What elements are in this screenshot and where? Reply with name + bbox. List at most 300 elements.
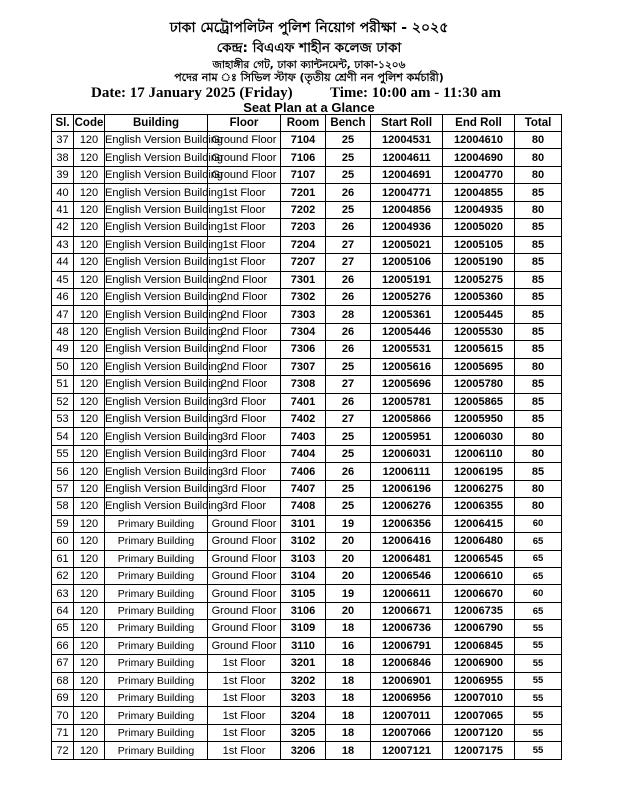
cell-start-roll: 12006611 [371, 585, 443, 602]
cell-end-roll: 12007120 [443, 724, 515, 741]
cell-room: 3105 [281, 585, 326, 602]
cell-start-roll: 12005531 [371, 341, 443, 358]
cell-total: 85 [515, 236, 562, 253]
cell-end-roll: 12004935 [443, 201, 515, 218]
exam-date: Date: 17 January 2025 (Friday) [91, 85, 293, 101]
cell-code: 120 [74, 690, 105, 707]
cell-floor: Ground Floor [208, 602, 281, 619]
cell-total: 65 [515, 602, 562, 619]
cell-building: English Version Building [105, 498, 208, 515]
cell-bench: 25 [326, 166, 371, 183]
cell-bench: 25 [326, 428, 371, 445]
cell-sl: 55 [52, 445, 74, 462]
table-row [52, 724, 562, 741]
cell-total: 80 [515, 166, 562, 183]
cell-building: Primary Building [105, 567, 208, 584]
cell-building: English Version Building [105, 149, 208, 166]
cell-sl: 56 [52, 463, 74, 480]
cell-floor: 2nd Floor [208, 376, 281, 393]
cell-sl: 72 [52, 742, 74, 759]
cell-building: English Version Building [105, 393, 208, 410]
cell-building: Primary Building [105, 707, 208, 724]
cell-end-roll: 12006480 [443, 533, 515, 550]
exam-time: Time: 10:00 am - 11:30 am [330, 85, 501, 101]
cell-start-roll: 12006031 [371, 445, 443, 462]
cell-end-roll: 12005360 [443, 288, 515, 305]
exam-title: ঢাকা মেট্রোপলিটন পুলিশ নিয়োগ পরীক্ষা - ২০২৫ [169, 20, 449, 36]
cell-bench: 26 [326, 271, 371, 288]
cell-room: 7406 [281, 463, 326, 480]
cell-floor: 1st Floor [208, 236, 281, 253]
cell-start-roll: 12007066 [371, 724, 443, 741]
cell-sl: 57 [52, 480, 74, 497]
cell-sl: 58 [52, 498, 74, 515]
cell-sl: 60 [52, 533, 74, 550]
cell-room: 3101 [281, 515, 326, 532]
cell-floor: 3rd Floor [208, 428, 281, 445]
cell-bench: 27 [326, 236, 371, 253]
cell-total: 85 [515, 376, 562, 393]
cell-start-roll: 12006671 [371, 602, 443, 619]
cell-floor: Ground Floor [208, 620, 281, 637]
cell-end-roll: 12005105 [443, 236, 515, 253]
cell-code: 120 [74, 166, 105, 183]
cell-building: English Version Building [105, 271, 208, 288]
cell-floor: 2nd Floor [208, 306, 281, 323]
table-row [52, 463, 562, 480]
cell-total: 80 [515, 480, 562, 497]
cell-end-roll: 12006110 [443, 445, 515, 462]
cell-start-roll: 12006736 [371, 620, 443, 637]
cell-room: 7204 [281, 236, 326, 253]
cell-start-roll: 12007121 [371, 742, 443, 759]
cell-end-roll: 12005615 [443, 341, 515, 358]
cell-bench: 18 [326, 620, 371, 637]
cell-end-roll: 12005275 [443, 271, 515, 288]
cell-end-roll: 12005695 [443, 358, 515, 375]
cell-sl: 44 [52, 254, 74, 271]
post-name: পদের নাম ঃ সিভিল স্টাফ (তৃতীয় শ্রেণী নন পুলিশ কর্মচারী) [174, 71, 444, 84]
cell-code: 120 [74, 428, 105, 445]
cell-sl: 61 [52, 550, 74, 567]
cell-room: 7304 [281, 323, 326, 340]
cell-floor: 2nd Floor [208, 288, 281, 305]
cell-code: 120 [74, 132, 105, 149]
cell-code: 120 [74, 655, 105, 672]
cell-bench: 25 [326, 201, 371, 218]
col-header-start-roll: Start Roll [371, 115, 443, 132]
table-row [52, 288, 562, 305]
table-row [52, 166, 562, 183]
table-row [52, 219, 562, 236]
table-title: Seat Plan at a Glance [243, 100, 375, 115]
center-name: কেন্দ্র: বিএএফ শাহীন কলেজ ঢাকা [216, 40, 402, 56]
cell-end-roll: 12005445 [443, 306, 515, 323]
cell-room: 7307 [281, 358, 326, 375]
cell-code: 120 [74, 742, 105, 759]
cell-building: English Version Building [105, 166, 208, 183]
cell-building: Primary Building [105, 620, 208, 637]
cell-sl: 64 [52, 602, 74, 619]
cell-room: 7408 [281, 498, 326, 515]
cell-end-roll: 12005865 [443, 393, 515, 410]
cell-code: 120 [74, 306, 105, 323]
cell-bench: 18 [326, 707, 371, 724]
cell-bench: 27 [326, 376, 371, 393]
table-row [52, 376, 562, 393]
cell-bench: 25 [326, 149, 371, 166]
cell-floor: Ground Floor [208, 585, 281, 602]
cell-total: 55 [515, 620, 562, 637]
table-row [52, 306, 562, 323]
table-row [52, 585, 562, 602]
cell-end-roll: 12004610 [443, 132, 515, 149]
cell-building: Primary Building [105, 585, 208, 602]
cell-sl: 68 [52, 672, 74, 689]
table-row [52, 655, 562, 672]
cell-building: English Version Building [105, 411, 208, 428]
cell-floor: 2nd Floor [208, 271, 281, 288]
cell-total: 55 [515, 724, 562, 741]
cell-building: Primary Building [105, 602, 208, 619]
cell-end-roll: 12005020 [443, 219, 515, 236]
cell-code: 120 [74, 201, 105, 218]
cell-code: 120 [74, 707, 105, 724]
cell-total: 80 [515, 498, 562, 515]
cell-code: 120 [74, 567, 105, 584]
cell-code: 120 [74, 498, 105, 515]
cell-building: English Version Building [105, 219, 208, 236]
cell-room: 3110 [281, 637, 326, 654]
center-address: জাহাঙ্গীর গেট, ঢাকা ক্যান্টনমেন্ট, ঢাকা-১২০৬ [212, 59, 406, 71]
cell-sl: 39 [52, 166, 74, 183]
col-header-code: Code [74, 115, 105, 132]
cell-end-roll: 12006670 [443, 585, 515, 602]
cell-total: 65 [515, 533, 562, 550]
cell-floor: 3rd Floor [208, 393, 281, 410]
cell-floor: 1st Floor [208, 672, 281, 689]
cell-total: 55 [515, 742, 562, 759]
table-row [52, 620, 562, 637]
col-header-room: Room [281, 115, 326, 132]
cell-building: Primary Building [105, 672, 208, 689]
cell-total: 55 [515, 655, 562, 672]
cell-bench: 19 [326, 515, 371, 532]
seat-plan-table [51, 114, 562, 760]
cell-start-roll: 12005191 [371, 271, 443, 288]
cell-total: 85 [515, 411, 562, 428]
cell-start-roll: 12005781 [371, 393, 443, 410]
table-row [52, 515, 562, 532]
cell-building: Primary Building [105, 533, 208, 550]
cell-sl: 62 [52, 567, 74, 584]
cell-end-roll: 12005190 [443, 254, 515, 271]
cell-bench: 16 [326, 637, 371, 654]
table-row [52, 341, 562, 358]
table-row [52, 393, 562, 410]
cell-total: 80 [515, 201, 562, 218]
cell-total: 85 [515, 184, 562, 201]
cell-bench: 25 [326, 480, 371, 497]
cell-start-roll: 12005446 [371, 323, 443, 340]
cell-room: 3102 [281, 533, 326, 550]
cell-bench: 20 [326, 550, 371, 567]
table-row [52, 149, 562, 166]
table-row [52, 132, 562, 149]
table-row [52, 707, 562, 724]
cell-room: 7302 [281, 288, 326, 305]
table-row [52, 567, 562, 584]
cell-floor: Ground Floor [208, 132, 281, 149]
table-header-row [52, 115, 562, 132]
cell-floor: Ground Floor [208, 533, 281, 550]
cell-building: English Version Building [105, 201, 208, 218]
cell-code: 120 [74, 637, 105, 654]
cell-total: 85 [515, 463, 562, 480]
cell-floor: Ground Floor [208, 550, 281, 567]
cell-code: 120 [74, 254, 105, 271]
cell-sl: 54 [52, 428, 74, 445]
table-row [52, 428, 562, 445]
cell-floor: 2nd Floor [208, 341, 281, 358]
cell-building: English Version Building [105, 428, 208, 445]
cell-floor: 1st Floor [208, 254, 281, 271]
cell-bench: 27 [326, 411, 371, 428]
table-row [52, 480, 562, 497]
cell-start-roll: 12006481 [371, 550, 443, 567]
table-row [52, 550, 562, 567]
cell-end-roll: 12005950 [443, 411, 515, 428]
cell-code: 120 [74, 724, 105, 741]
cell-bench: 26 [326, 463, 371, 480]
cell-end-roll: 12007010 [443, 690, 515, 707]
cell-start-roll: 12006276 [371, 498, 443, 515]
cell-end-roll: 12005530 [443, 323, 515, 340]
cell-end-roll: 12007065 [443, 707, 515, 724]
cell-sl: 40 [52, 184, 74, 201]
cell-bench: 20 [326, 533, 371, 550]
cell-sl: 49 [52, 341, 74, 358]
cell-room: 7201 [281, 184, 326, 201]
cell-sl: 65 [52, 620, 74, 637]
cell-sl: 69 [52, 690, 74, 707]
table-row [52, 602, 562, 619]
cell-room: 3106 [281, 602, 326, 619]
cell-sl: 67 [52, 655, 74, 672]
cell-room: 7203 [281, 219, 326, 236]
cell-start-roll: 12005021 [371, 236, 443, 253]
cell-bench: 18 [326, 742, 371, 759]
cell-code: 120 [74, 288, 105, 305]
cell-total: 60 [515, 585, 562, 602]
cell-total: 80 [515, 358, 562, 375]
cell-code: 120 [74, 445, 105, 462]
cell-end-roll: 12006845 [443, 637, 515, 654]
table-row [52, 236, 562, 253]
cell-floor: Ground Floor [208, 166, 281, 183]
cell-code: 120 [74, 602, 105, 619]
cell-code: 120 [74, 376, 105, 393]
cell-code: 120 [74, 550, 105, 567]
cell-code: 120 [74, 672, 105, 689]
cell-sl: 41 [52, 201, 74, 218]
cell-bench: 18 [326, 672, 371, 689]
cell-start-roll: 12004936 [371, 219, 443, 236]
cell-floor: 3rd Floor [208, 445, 281, 462]
cell-bench: 26 [326, 341, 371, 358]
table-body [52, 132, 562, 760]
cell-building: English Version Building [105, 254, 208, 271]
cell-building: English Version Building [105, 288, 208, 305]
cell-end-roll: 12006355 [443, 498, 515, 515]
cell-building: English Version Building [105, 184, 208, 201]
col-header-bench: Bench [326, 115, 371, 132]
cell-sl: 52 [52, 393, 74, 410]
cell-total: 80 [515, 149, 562, 166]
cell-floor: 1st Floor [208, 655, 281, 672]
cell-room: 7306 [281, 341, 326, 358]
cell-building: Primary Building [105, 655, 208, 672]
cell-start-roll: 12005696 [371, 376, 443, 393]
cell-building: English Version Building [105, 323, 208, 340]
cell-floor: Ground Floor [208, 515, 281, 532]
cell-bench: 28 [326, 306, 371, 323]
cell-bench: 20 [326, 602, 371, 619]
cell-sl: 59 [52, 515, 74, 532]
cell-end-roll: 12005780 [443, 376, 515, 393]
cell-total: 85 [515, 271, 562, 288]
cell-total: 85 [515, 219, 562, 236]
cell-room: 3103 [281, 550, 326, 567]
cell-end-roll: 12006030 [443, 428, 515, 445]
cell-bench: 18 [326, 724, 371, 741]
cell-room: 7303 [281, 306, 326, 323]
cell-room: 7404 [281, 445, 326, 462]
table-row [52, 411, 562, 428]
cell-bench: 26 [326, 219, 371, 236]
cell-sl: 53 [52, 411, 74, 428]
cell-bench: 20 [326, 567, 371, 584]
col-header-floor: Floor [208, 115, 281, 132]
cell-room: 7308 [281, 376, 326, 393]
cell-building: English Version Building [105, 358, 208, 375]
cell-bench: 18 [326, 655, 371, 672]
cell-total: 60 [515, 515, 562, 532]
table-row [52, 637, 562, 654]
table-row [52, 533, 562, 550]
cell-start-roll: 12006901 [371, 672, 443, 689]
cell-bench: 25 [326, 132, 371, 149]
cell-start-roll: 12006356 [371, 515, 443, 532]
cell-building: Primary Building [105, 550, 208, 567]
table-row [52, 184, 562, 201]
table-row [52, 271, 562, 288]
cell-total: 85 [515, 306, 562, 323]
cell-floor: 2nd Floor [208, 323, 281, 340]
table-row [52, 690, 562, 707]
cell-total: 55 [515, 672, 562, 689]
cell-floor: 2nd Floor [208, 358, 281, 375]
cell-sl: 51 [52, 376, 74, 393]
cell-sl: 45 [52, 271, 74, 288]
cell-floor: Ground Floor [208, 149, 281, 166]
cell-sl: 50 [52, 358, 74, 375]
cell-total: 55 [515, 637, 562, 654]
cell-building: Primary Building [105, 742, 208, 759]
cell-bench: 25 [326, 498, 371, 515]
cell-end-roll: 12004770 [443, 166, 515, 183]
table-row [52, 201, 562, 218]
cell-building: English Version Building [105, 132, 208, 149]
cell-code: 120 [74, 219, 105, 236]
cell-room: 7107 [281, 166, 326, 183]
cell-sl: 38 [52, 149, 74, 166]
cell-building: Primary Building [105, 724, 208, 741]
cell-total: 85 [515, 393, 562, 410]
cell-total: 65 [515, 567, 562, 584]
cell-floor: Ground Floor [208, 637, 281, 654]
cell-code: 120 [74, 515, 105, 532]
cell-bench: 26 [326, 393, 371, 410]
table-row [52, 323, 562, 340]
cell-room: 3204 [281, 707, 326, 724]
cell-start-roll: 12006956 [371, 690, 443, 707]
cell-building: English Version Building [105, 376, 208, 393]
col-header-sl: Sl. [52, 115, 74, 132]
cell-total: 80 [515, 445, 562, 462]
cell-end-roll: 12004690 [443, 149, 515, 166]
cell-floor: 1st Floor [208, 219, 281, 236]
cell-total: 55 [515, 690, 562, 707]
cell-room: 3205 [281, 724, 326, 741]
cell-bench: 25 [326, 358, 371, 375]
cell-end-roll: 12006790 [443, 620, 515, 637]
cell-code: 120 [74, 620, 105, 637]
cell-start-roll: 12006416 [371, 533, 443, 550]
cell-start-roll: 12004611 [371, 149, 443, 166]
table-row [52, 742, 562, 759]
cell-total: 55 [515, 707, 562, 724]
cell-start-roll: 12004691 [371, 166, 443, 183]
cell-end-roll: 12006415 [443, 515, 515, 532]
cell-sl: 71 [52, 724, 74, 741]
cell-building: English Version Building [105, 480, 208, 497]
cell-code: 120 [74, 184, 105, 201]
cell-sl: 37 [52, 132, 74, 149]
cell-floor: 1st Floor [208, 201, 281, 218]
cell-sl: 43 [52, 236, 74, 253]
col-header-total: Total [515, 115, 562, 132]
cell-start-roll: 12005866 [371, 411, 443, 428]
cell-building: English Version Building [105, 445, 208, 462]
cell-start-roll: 12007011 [371, 707, 443, 724]
cell-total: 85 [515, 341, 562, 358]
cell-start-roll: 12006791 [371, 637, 443, 654]
cell-code: 120 [74, 411, 105, 428]
cell-room: 3104 [281, 567, 326, 584]
cell-start-roll: 12005106 [371, 254, 443, 271]
col-header-end-roll: End Roll [443, 115, 515, 132]
cell-code: 120 [74, 533, 105, 550]
cell-room: 7401 [281, 393, 326, 410]
cell-end-roll: 12006900 [443, 655, 515, 672]
cell-room: 7104 [281, 132, 326, 149]
cell-floor: 1st Floor [208, 690, 281, 707]
table-row [52, 254, 562, 271]
cell-end-roll: 12006735 [443, 602, 515, 619]
cell-sl: 66 [52, 637, 74, 654]
cell-floor: 1st Floor [208, 707, 281, 724]
